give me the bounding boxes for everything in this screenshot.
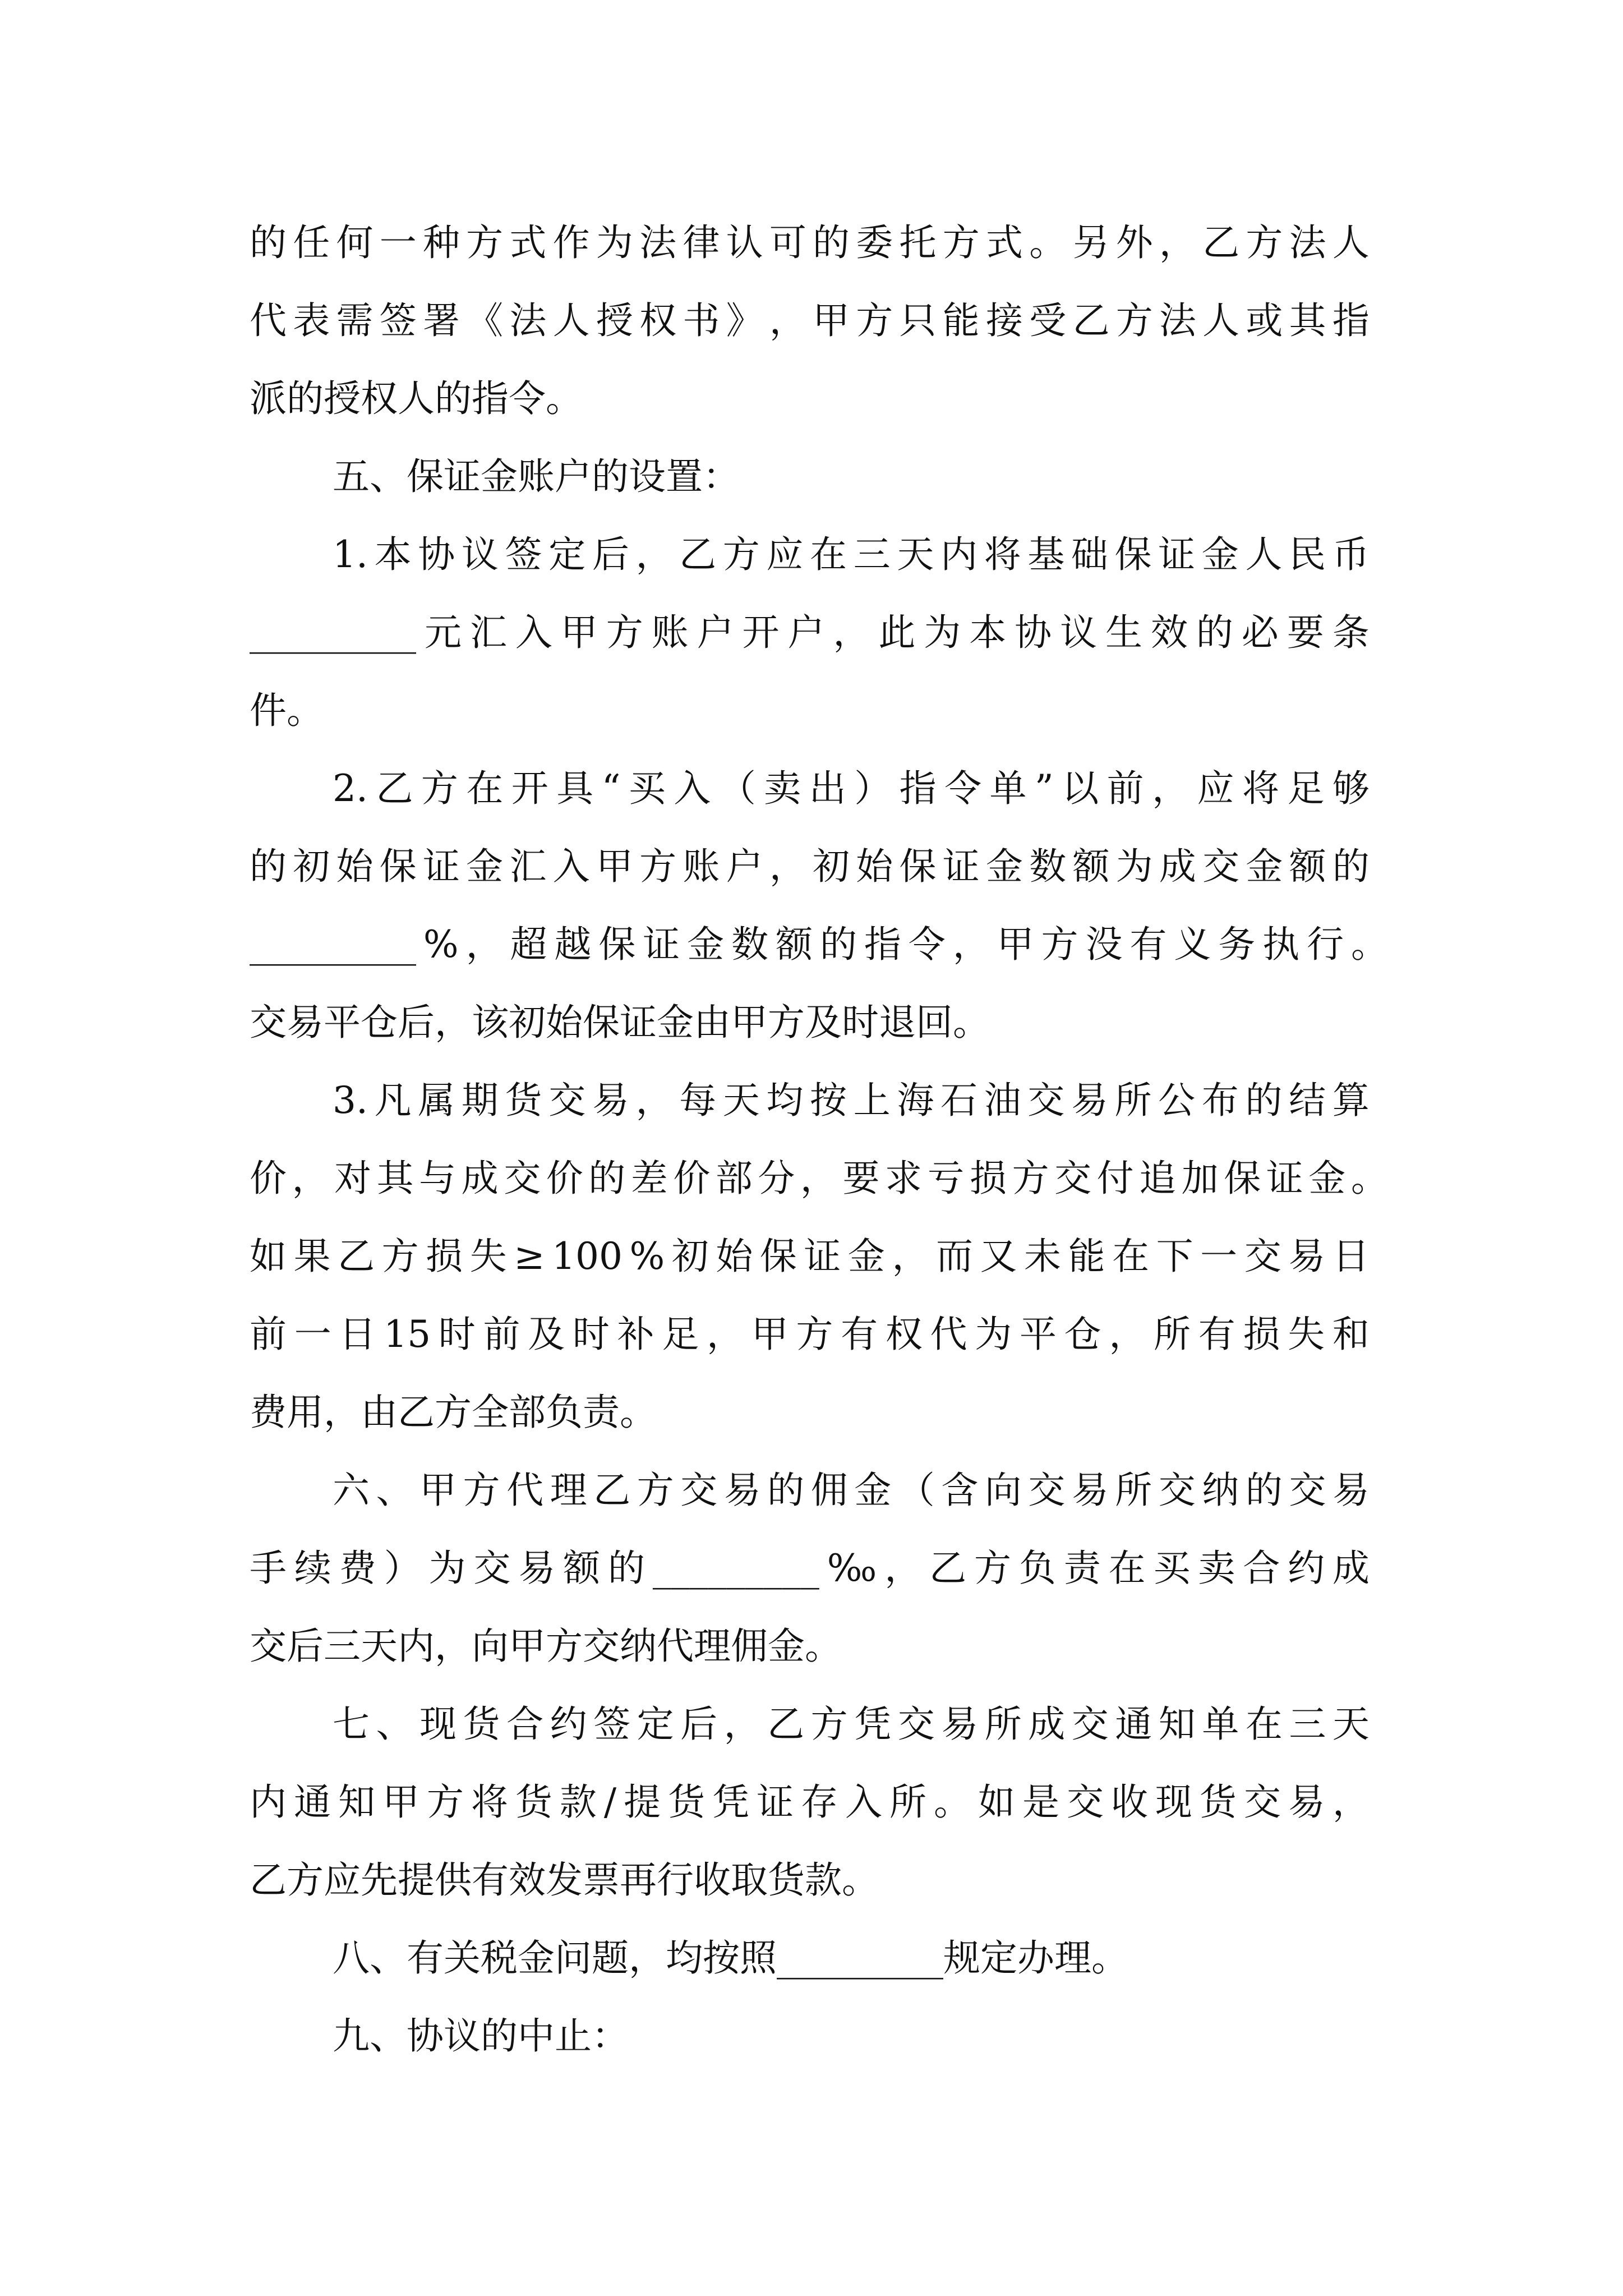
- text-line: 1. 本 协 议 签 定 后 ， 乙 方 应 在 三 天 内 将 基 础 保 证 金 人 民 币: [333, 532, 1370, 576]
- section-heading: 九、协议的中止：: [333, 2014, 629, 2058]
- text-line: 3. 凡 属 期 货 交 易 ， 每 天 均 按 上 海 石 油 交 易 所 公 布 的 结 算: [333, 1078, 1370, 1122]
- text-line: 代 表 需 签 署 《 法 人 授 权 书 》 ， 甲 方 只 能 接 受 乙 方 法 人 或 其 指: [250, 298, 1370, 342]
- text-line: _________ % ， 超 越 保 证 金 数 额 的 指 令 ， 甲 方 没 有 义 务 执 行 。: [250, 922, 1388, 966]
- text-line: 六 、 甲 方 代 理 乙 方 交 易 的 佣 金 （ 含 向 交 易 所 交 纳 的 交 易: [333, 1468, 1370, 1512]
- text-line: 内 通 知 甲 方 将 货 款 / 提 货 凭 证 存 入 所 。 如 是 交 收 现 货 交 易 ，: [250, 1780, 1370, 1824]
- section-heading: 五、保证金账户的设置：: [333, 455, 740, 498]
- text-line: 价 ， 对 其 与 成 交 价 的 差 价 部 分 ， 要 求 亏 损 方 交 付 追 加 保 证 金 。: [250, 1156, 1388, 1200]
- text-line: 如 果 乙 方 损 失 ≥ 100 % 初 始 保 证 金 ， 而 又 未 能 在 下 一 交 易 日: [250, 1234, 1370, 1278]
- text-line: 件。: [250, 689, 324, 732]
- text-line: 2. 乙 方 在 开 具 “ 买 入 （ 卖 出 ） 指 令 单 ” 以 前 ， 应 将 足 够: [333, 766, 1370, 810]
- text-line: 前 一 日 15 时 前 及 时 补 足 ， 甲 方 有 权 代 为 平 仓 ， 所 有 损 失 和: [250, 1312, 1370, 1356]
- text-line: 乙方应先提供有效发票再行收取货款。: [250, 1858, 879, 1902]
- text-line: 的 初 始 保 证 金 汇 入 甲 方 账 户 ， 初 始 保 证 金 数 额 为 成 交 金 额 的: [250, 844, 1370, 888]
- text-line: 交后三天内，向甲方交纳代理佣金。: [250, 1625, 842, 1668]
- text-line: _________ 元 汇 入 甲 方 账 户 开 户 ， 此 为 本 协 议 生 效 的 必 要 条: [250, 610, 1370, 654]
- text-line: 交易平仓后，该初始保证金由甲方及时退回。: [250, 1001, 990, 1044]
- text-line: 手 续 费 ） 为 交 易 额 的 _________ ‰ ， 乙 方 负 责 在 买 卖 合 约 成: [250, 1546, 1370, 1590]
- text-line: 的 任 何 一 种 方 式 作 为 法 律 认 可 的 委 托 方 式 。 另 外 ， 乙 方 法 人: [250, 220, 1370, 264]
- text-line: 费用，由乙方全部负责。: [250, 1391, 657, 1434]
- text-line: 七 、 现 货 合 约 签 定 后 ， 乙 方 凭 交 易 所 成 交 通 知 单 在 三 天: [333, 1702, 1370, 1746]
- text-line: 八、有关税金问题，均按照_________规定办理。: [333, 1936, 1128, 1980]
- text-line: 派的授权人的指令。: [250, 377, 583, 420]
